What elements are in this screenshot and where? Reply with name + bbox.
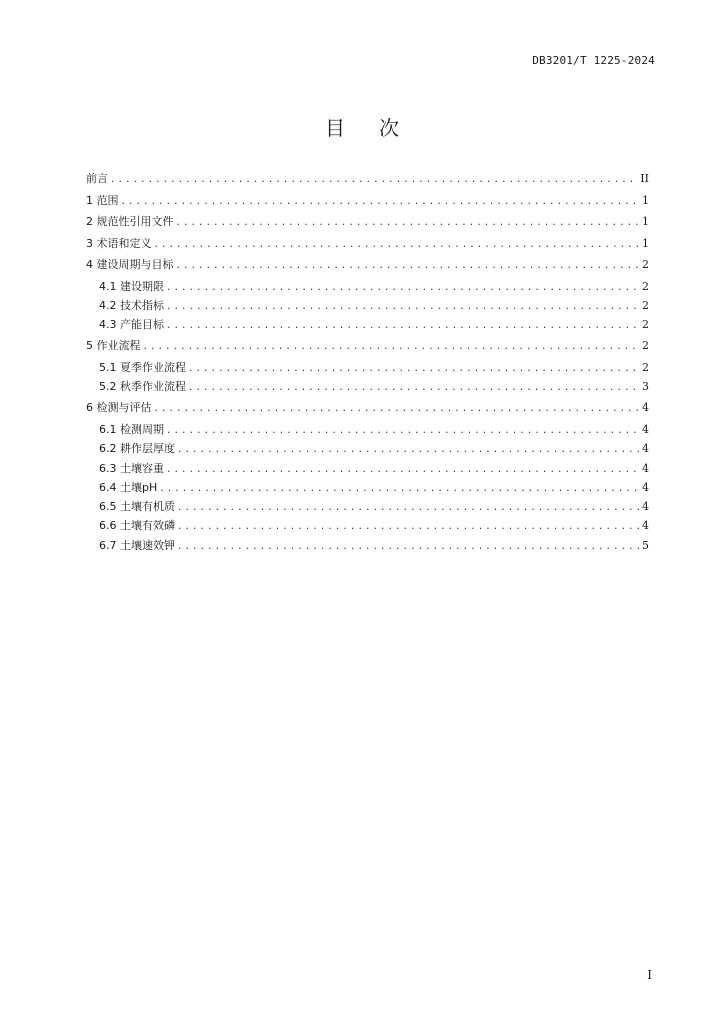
toc-entry[interactable] (86, 316, 649, 335)
toc-leader-dots (166, 302, 639, 312)
toc-entry[interactable] (86, 537, 649, 556)
toc-entry-label: 2 规范性引用文件 (86, 215, 174, 228)
toc-entry-label: 5.2 秋季作业流程 (99, 380, 186, 394)
toc-entry-label: 6.7 土壤速效钾 (99, 538, 175, 552)
toc-entry-page: 2 (642, 318, 649, 332)
toc-entry-label: 5.1 夏季作业流程 (99, 360, 186, 374)
toc-leader-dots (166, 283, 639, 293)
toc-entry-page: 2 (642, 339, 649, 353)
toc-entry-label: 6.5 土壤有机质 (99, 500, 175, 514)
toc-entry-page: 4 (642, 519, 649, 533)
toc-entry[interactable] (86, 337, 649, 359)
page-number: I (647, 968, 652, 982)
toc-leader-dots (188, 364, 639, 374)
toc-entry-page: 4 (642, 442, 649, 456)
toc-entry-page: 4 (642, 401, 649, 415)
toc-leader-dots (177, 503, 639, 513)
toc-leader-dots (176, 218, 640, 228)
toc-entry-label: 前言 (86, 172, 108, 185)
toc-entry[interactable] (86, 460, 649, 479)
toc-entry-label: 4 建设周期与目标 (86, 258, 174, 271)
toc-entry-label: 1 范围 (86, 193, 119, 207)
toc-entry-label: 6.3 土壤容重 (99, 461, 164, 475)
toc-entry[interactable] (86, 170, 649, 192)
toc-entry[interactable] (86, 359, 649, 378)
toc-entry-label: 6.6 土壤有效磷 (99, 519, 175, 533)
toc-entry-label: 6.4 土壤pH (99, 480, 158, 494)
toc-entry-page: II (640, 172, 649, 185)
table-of-contents (86, 170, 649, 556)
toc-entry-page: 4 (642, 422, 649, 436)
toc-entry[interactable] (86, 297, 649, 316)
toc-entry-page: 2 (642, 279, 649, 293)
toc-entry[interactable] (86, 378, 649, 397)
toc-entry[interactable] (86, 235, 649, 257)
toc-leader-dots (188, 383, 639, 393)
toc-entry[interactable] (86, 213, 649, 235)
toc-entry-page: 1 (642, 215, 649, 228)
toc-entry-page: 2 (642, 360, 649, 374)
toc-leader-dots (143, 342, 640, 352)
toc-leader-dots (154, 240, 640, 250)
toc-entry-page: 3 (642, 380, 649, 394)
toc-entry-page: 2 (642, 258, 649, 271)
page-title: 目次 (325, 116, 433, 140)
toc-entry-label: 5 作业流程 (86, 339, 141, 353)
toc-leader-dots (154, 404, 640, 414)
toc-entry[interactable] (86, 192, 649, 214)
toc-leader-dots (166, 321, 639, 331)
toc-entry-page: 5 (642, 538, 649, 552)
toc-entry-page: 4 (642, 461, 649, 475)
toc-leader-dots (176, 261, 640, 271)
toc-entry-page: 4 (642, 500, 649, 514)
toc-entry-label: 6 检测与评估 (86, 401, 152, 415)
toc-entry-label: 4.2 技术指标 (99, 298, 164, 312)
toc-leader-dots (177, 445, 639, 455)
toc-entry-label: 3 术语和定义 (86, 236, 152, 250)
toc-entry-page: 1 (642, 236, 649, 250)
toc-entry[interactable] (86, 256, 649, 278)
toc-leader-dots (159, 484, 639, 494)
toc-entry[interactable] (86, 479, 649, 498)
toc-entry-label: 4.3 产能目标 (99, 318, 164, 332)
document-code: DB3201/T 1225-2024 (532, 54, 655, 67)
toc-entry-page: 1 (642, 193, 649, 207)
toc-entry-label: 4.1 建设期限 (99, 279, 164, 293)
toc-entry[interactable] (86, 517, 649, 536)
toc-entry[interactable] (86, 440, 649, 459)
toc-entry[interactable] (86, 399, 649, 421)
toc-leader-dots (166, 426, 639, 436)
toc-entry[interactable] (86, 278, 649, 297)
toc-leader-dots (177, 542, 639, 552)
toc-entry-label: 6.2 耕作层厚度 (99, 442, 175, 456)
toc-leader-dots (166, 465, 639, 475)
toc-entry-page: 2 (642, 298, 649, 312)
toc-entry[interactable] (86, 421, 649, 440)
toc-leader-dots (121, 197, 640, 207)
toc-leader-dots (177, 522, 639, 532)
toc-entry-label: 6.1 检测周期 (99, 422, 164, 436)
toc-entry-page: 4 (642, 480, 649, 494)
toc-leader-dots (110, 175, 637, 185)
toc-entry[interactable] (86, 498, 649, 517)
